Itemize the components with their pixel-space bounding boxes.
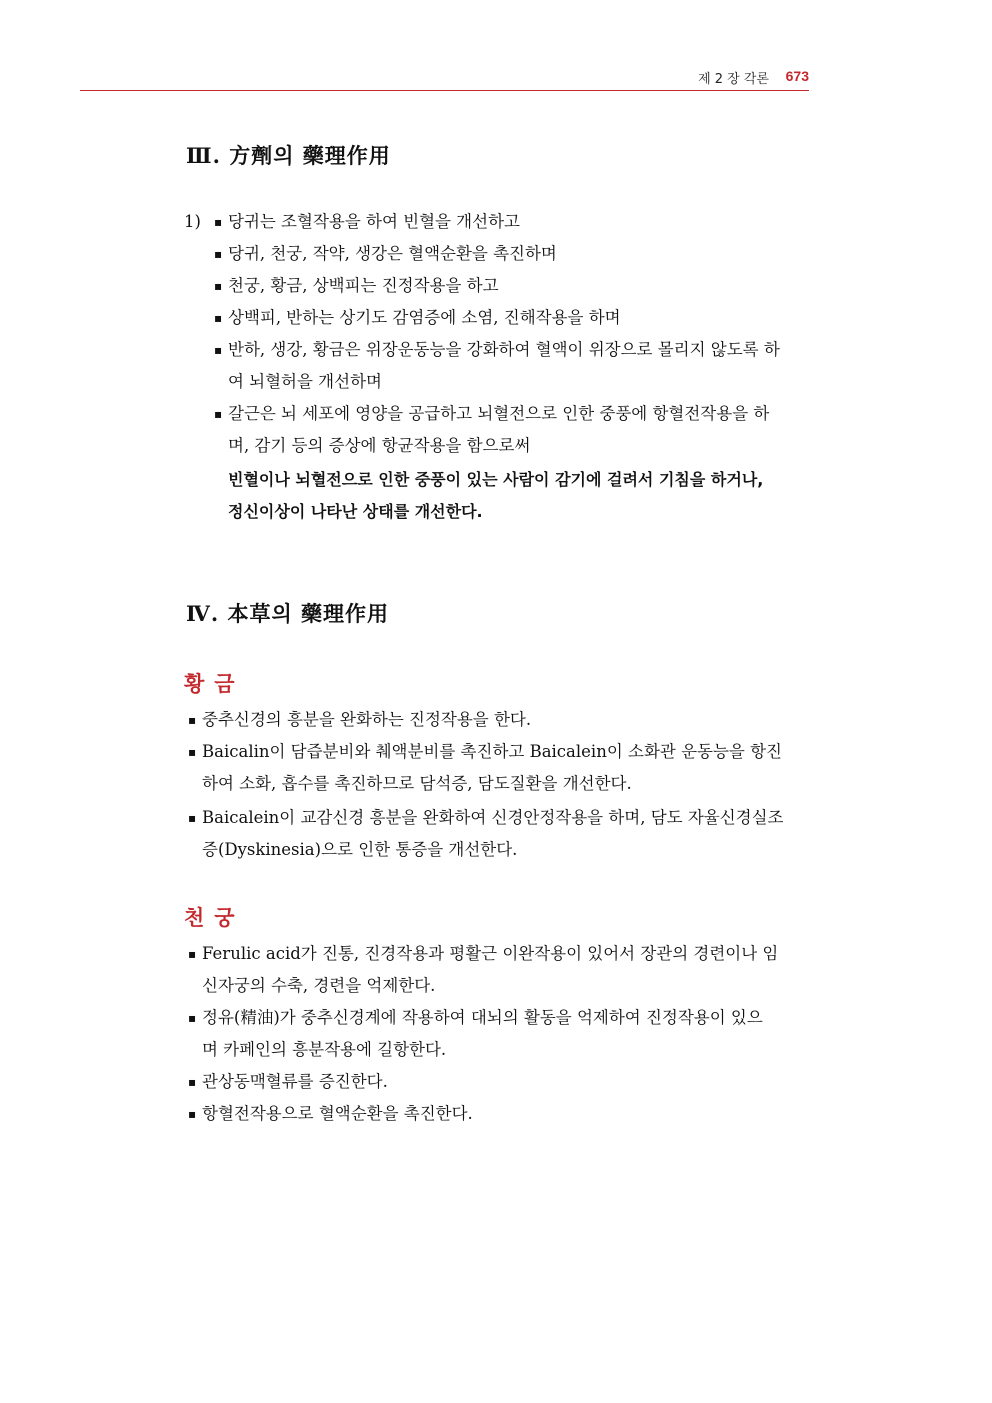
conclusion-line: 정신이상이 나타난 상태를 개선한다.: [228, 502, 483, 521]
bullet-icon: ▪: [214, 215, 223, 229]
prescription-line: 반하, 생강, 황금은 위장운동능을 강화하여 혈액이 위장으로 몰리지 않도록 하: [228, 340, 780, 359]
bullet-icon: ▪: [188, 811, 197, 825]
prescription-line: 여 뇌혈허을 개선하며: [228, 372, 382, 391]
bullet-icon: ▪: [214, 407, 223, 421]
herb-line: 정유(精油)가 중추신경계에 작용하여 대뇌의 활동을 억제하여 진정작용이 있으: [202, 1008, 763, 1027]
herb-line: Ferulic acid가 진통, 진경작용과 평활근 이완작용이 있어서 장관의 경련이나 임: [202, 944, 779, 963]
bullet-icon: ▪: [188, 745, 197, 759]
herb-title-2: 천궁: [184, 905, 245, 930]
prescription-line: 상백피, 반하는 상기도 감염증에 소염, 진해작용을 하며: [228, 308, 621, 327]
prescription-line: 갈근은 뇌 세포에 영양을 공급하고 뇌혈전으로 인한 중풍에 항혈전작용을 하: [228, 404, 770, 423]
bullet-icon: ▪: [214, 311, 223, 325]
page-number: 673: [785, 68, 809, 84]
bullet-icon: ▪: [214, 343, 223, 357]
prescription-line: 천궁, 황금, 상백피는 진정작용을 하고: [228, 276, 499, 295]
herb-line: 하여 소화, 흡수를 촉진하므로 담석증, 담도질환을 개선한다.: [202, 774, 632, 793]
herb-line: 신자궁의 수축, 경련을 억제한다.: [202, 976, 436, 995]
conclusion-line: 빈혈이나 뇌혈전으로 인한 중풍이 있는 사람이 감기에 걸려서 기침을 하거나,: [228, 470, 764, 489]
prescription-line: 당귀, 천궁, 작약, 생강은 혈액순환을 촉진하며: [228, 244, 557, 263]
page-header: [80, 62, 809, 91]
herb-line: 중추신경의 흥분을 완화하는 진정작용을 한다.: [202, 710, 532, 729]
section-4-title: Ⅳ. 本草의 藥理作用: [186, 601, 390, 626]
herb-line: 관상동맥혈류를 증진한다.: [202, 1072, 388, 1091]
list-number: 1): [184, 212, 201, 231]
herb-line: Baicalin이 담즙분비와 췌액분비를 촉진하고 Baicalein이 소화관 운동능을 항진: [202, 742, 782, 761]
herb-line: 증(Dyskinesia)으로 인한 통증을 개선한다.: [202, 840, 518, 859]
bullet-icon: ▪: [214, 279, 223, 293]
bullet-icon: ▪: [188, 713, 197, 727]
chapter-label: 제 2 장 각론: [698, 72, 769, 87]
prescription-line: 당귀는 조혈작용을 하여 빈혈을 개선하고: [228, 212, 520, 231]
herb-title-1: 황금: [184, 671, 245, 696]
bullet-icon: ▪: [188, 1075, 197, 1089]
bullet-icon: ▪: [188, 1011, 197, 1025]
herb-line: Baicalein이 교감신경 흥분을 완화하여 신경안정작용을 하며, 담도 자율신경실조: [202, 808, 784, 827]
herb-line: 며 카페인의 흥분작용에 길항한다.: [202, 1040, 447, 1059]
herb-line: 항혈전작용으로 혈액순환을 촉진한다.: [202, 1104, 473, 1123]
bullet-icon: ▪: [214, 247, 223, 261]
bullet-icon: ▪: [188, 947, 197, 961]
prescription-line: 며, 감기 등의 증상에 항균작용을 함으로써: [228, 436, 531, 455]
section-3-title: Ⅲ. 方劑의 藥理作用: [186, 143, 391, 168]
bullet-icon: ▪: [188, 1107, 197, 1121]
